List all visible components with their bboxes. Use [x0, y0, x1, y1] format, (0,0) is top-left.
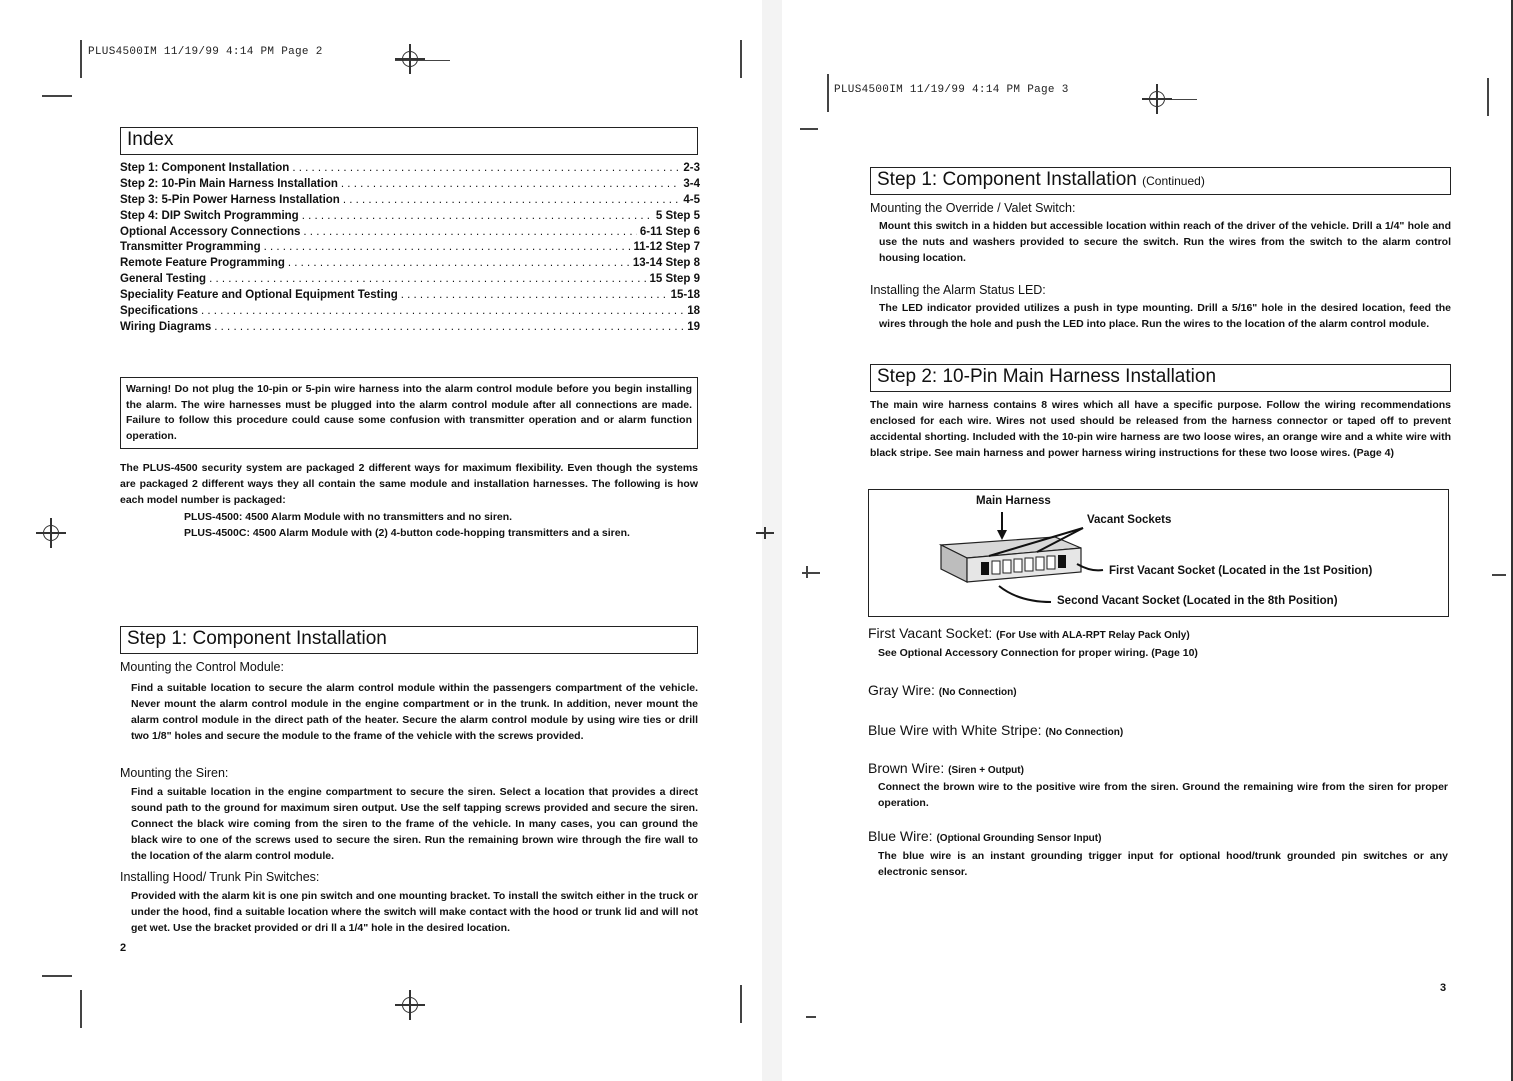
toc-page: 2-3 — [683, 161, 700, 174]
toc-entry — [120, 272, 700, 288]
crop-mark — [802, 572, 816, 574]
toc-leader — [214, 320, 684, 336]
toc-label: Step 1: Component Installation — [120, 161, 290, 174]
toc-label: Step 4: DIP Switch Programming — [120, 209, 299, 222]
toc-page: 18 — [687, 305, 700, 317]
registration-mark-icon — [395, 990, 425, 1020]
toc-leader — [303, 225, 636, 241]
toc-page: 19 — [687, 320, 700, 333]
brown-wire-label: Brown Wire: — [868, 760, 945, 776]
page-number: 3 — [1440, 982, 1447, 994]
crop-mark — [827, 74, 829, 112]
toc-leader — [292, 161, 680, 177]
override-text: Mount this switch in a hidden but accessible location within reach of the driver of the vehicle. Drill a 1/4" hole and use the nuts and washers provided to secure the switch. Run the wires from the switch to the alarm control housing location. — [879, 220, 1451, 264]
toc-leader — [341, 177, 680, 193]
arrow-icon — [999, 586, 1051, 602]
gray-wire-label: Gray Wire: — [868, 682, 935, 698]
intro-paragraph: The PLUS-4500 security system are packaged 2 different ways for maximum flexibility. Even though the systems are packaged 2 different ways they all contain the same module and installation harnesses. The following is how each model number is packaged: — [120, 462, 698, 506]
continued-suffix: (Continued) — [1142, 174, 1205, 188]
blue-white-wire-heading — [868, 722, 1123, 738]
toc-label: Step 2: 10-Pin Main Harness Installation — [120, 177, 338, 190]
toc-entry — [120, 288, 700, 304]
crop-mark — [80, 990, 82, 1028]
crop-mark — [740, 40, 742, 78]
pin-switch-heading: Installing Hood/ Trunk Pin Switches: — [120, 870, 320, 884]
first-vacant-text: See Optional Accessory Connection for proper wiring. (Page 10) — [878, 647, 1198, 659]
toc-entry — [120, 177, 700, 193]
toc-label: Wiring Diagrams — [120, 320, 212, 333]
toc-leader — [343, 193, 681, 209]
toc-entry — [120, 193, 700, 209]
toc-page: 5 Step 5 — [655, 209, 700, 222]
step2-title: Step 2: 10-Pin Main Harness Installation — [870, 364, 1451, 392]
crop-mark — [1487, 78, 1489, 116]
toc-leader — [288, 256, 630, 272]
page-slug: PLUS4500IM 11/19/99 4:14 PM Page 2 — [88, 46, 323, 58]
blue-white-wire-note: (No Connection) — [1045, 727, 1124, 738]
page-number: 2 — [120, 942, 127, 954]
toc-leader — [264, 240, 631, 256]
toc-entry — [120, 256, 700, 272]
toc-leader — [302, 209, 653, 225]
harness-diagram — [868, 489, 1449, 617]
gray-wire-heading — [868, 682, 1017, 698]
main-harness-label: Main Harness — [976, 495, 1051, 507]
connector-icon — [941, 537, 1081, 582]
toc-entry — [120, 209, 700, 225]
led-heading: Installing the Alarm Status LED: — [870, 283, 1046, 297]
toc-label: Optional Accessory Connections — [120, 225, 301, 238]
toc-leader — [209, 272, 646, 288]
toc-label: Remote Feature Programming — [120, 257, 285, 270]
step1-continued-label: Step 1: Component Installation — [877, 169, 1137, 190]
crop-mark — [42, 975, 72, 977]
toc-page: 13-14 Step 8 — [632, 257, 700, 270]
toc-page: 15-18 — [670, 289, 700, 302]
blue-wire-label: Blue Wire: — [868, 828, 933, 844]
toc-leader — [401, 288, 668, 304]
crop-mark — [800, 128, 818, 130]
toc-entry — [120, 320, 700, 336]
registration-mark-icon — [395, 44, 425, 74]
toc-page: 3-4 — [683, 177, 700, 190]
step1-continued-title — [870, 167, 1451, 195]
model-4500: PLUS-4500: 4500 Alarm Module with no transmitters and no siren. — [184, 511, 513, 523]
toc-entry — [120, 225, 700, 241]
crop-mark — [740, 985, 742, 1023]
step2-text: The main wire harness contains 8 wires which all have a specific purpose. Follow the wiring recommendations enclosed for each wire. Wires not used should be released from the harness connector or taped off to prevent accidental shorting. Included with the 10-pin wire harness are two loose wires, an orange wire and a white wire with black stripe. See main harness and power harness wiring instructions for these two loose wires. (Page 4) — [870, 399, 1451, 459]
toc-page: 6-11 Step 6 — [639, 225, 700, 238]
toc-label: Specifications — [120, 305, 198, 317]
registration-mark-icon — [36, 518, 66, 548]
registration-mark-icon — [750, 518, 780, 548]
first-vacant-heading — [868, 625, 1190, 641]
index-title: Index — [120, 127, 698, 155]
brown-wire-heading — [868, 760, 1024, 776]
model-4500c: PLUS-4500C: 4500 Alarm Module with (2) 4-button code-hopping transmitters and a siren. — [184, 527, 630, 539]
toc-label: Transmitter Programming — [120, 241, 261, 254]
blue-wire-heading — [868, 828, 1101, 844]
blue-wire-note: (Optional Grounding Sensor Input) — [936, 833, 1102, 844]
toc-page: 4-5 — [683, 193, 700, 206]
toc-page: 11-12 Step 7 — [633, 241, 700, 254]
brown-wire-text: Connect the brown wire to the positive wire from the siren. Ground the remaining wire from the siren for proper operation. — [878, 781, 1448, 809]
registration-mark-icon — [1142, 84, 1172, 114]
pin-switch-text: Provided with the alarm kit is one pin switch and one mounting bracket. To install the switch either in the truck or under the hood, find a suitable location where the switch will make contact with the hood or trunk lid and will not get wet. Use the bracket provided or dri ll a 1/4" hole in the desired location. — [131, 890, 698, 934]
mount-module-text: Find a suitable location to secure the alarm control module within the passengers compartment of the vehicle. Never mount the alarm control module in the engine compartment or in the trunk. In addition, never mount the alarm control module in the direct path of the heater. Secure the alarm control module by using wire ties or drill two 1/8" holes and secure the module to the frame of the vehicle with the screws provided. — [131, 682, 698, 742]
toc-entry — [120, 240, 700, 256]
toc-entry — [120, 304, 700, 320]
crop-mark — [806, 1016, 816, 1018]
first-vacant-label: First Vacant Socket (Located in the 1st Position) — [1109, 565, 1373, 577]
first-vacant-heading-label: First Vacant Socket: — [868, 625, 993, 641]
page-slug: PLUS4500IM 11/19/99 4:14 PM Page 3 — [834, 84, 1069, 96]
brown-wire-note: (Siren + Output) — [948, 765, 1024, 776]
crop-mark — [1492, 574, 1506, 576]
toc-leader — [201, 304, 684, 320]
blue-wire-text: The blue wire is an instant grounding trigger input for optional hood/trunk grounded pin switches or any electronic sensor. — [878, 850, 1448, 878]
toc-label: Step 3: 5-Pin Power Harness Installation — [120, 193, 340, 206]
blue-white-wire-label: Blue Wire with White Stripe: — [868, 722, 1042, 738]
crop-mark — [42, 95, 72, 97]
toc-entry — [120, 161, 700, 177]
mount-module-heading: Mounting the Control Module: — [120, 660, 284, 674]
second-vacant-label: Second Vacant Socket (Located in the 8th Position) — [1057, 595, 1338, 607]
vacant-sockets-label: Vacant Sockets — [1087, 514, 1172, 526]
mount-siren-text: Find a suitable location in the engine compartment to secure the siren. Select a location that provides a direct sound path to the ground for maximum siren output. Use the self tapping screws provided and secure the siren. Connect the black wire coming from the siren to the frame of the vehicle. In many cases, you can ground the black wire to one of the screws used to secure the siren. Run the remaining brown wire through the fire wall to the location of the alarm control module. — [131, 786, 698, 862]
toc-label: General Testing — [120, 273, 207, 286]
warning-box: Warning! Do not plug the 10-pin or 5-pin wire harness into the alarm control module before you begin installing the alarm. The wire harnesses must be plugged into the alarm control module after all connections are made. Failure to follow this procedure could cause some confusion with transmitter operation and or alarm function operation. — [120, 377, 698, 449]
table-of-contents — [120, 161, 700, 336]
mount-siren-heading: Mounting the Siren: — [120, 766, 229, 780]
crop-mark — [80, 40, 82, 78]
toc-label: Speciality Feature and Optional Equipment Testing — [120, 289, 398, 302]
first-vacant-note: (For Use with ALA-RPT Relay Pack Only) — [996, 630, 1190, 641]
gray-wire-note: (No Connection) — [938, 687, 1017, 698]
toc-page: 15 Step 9 — [649, 273, 700, 286]
step1-title: Step 1: Component Installation — [120, 626, 698, 654]
led-text: The LED indicator provided utilizes a push in type mounting. Drill a 5/16" hole in the desired location, feed the wires through the hole and push the LED into place. Run the wires to the location of the alarm control module. — [879, 302, 1451, 330]
override-heading: Mounting the Override / Valet Switch: — [870, 201, 1076, 215]
